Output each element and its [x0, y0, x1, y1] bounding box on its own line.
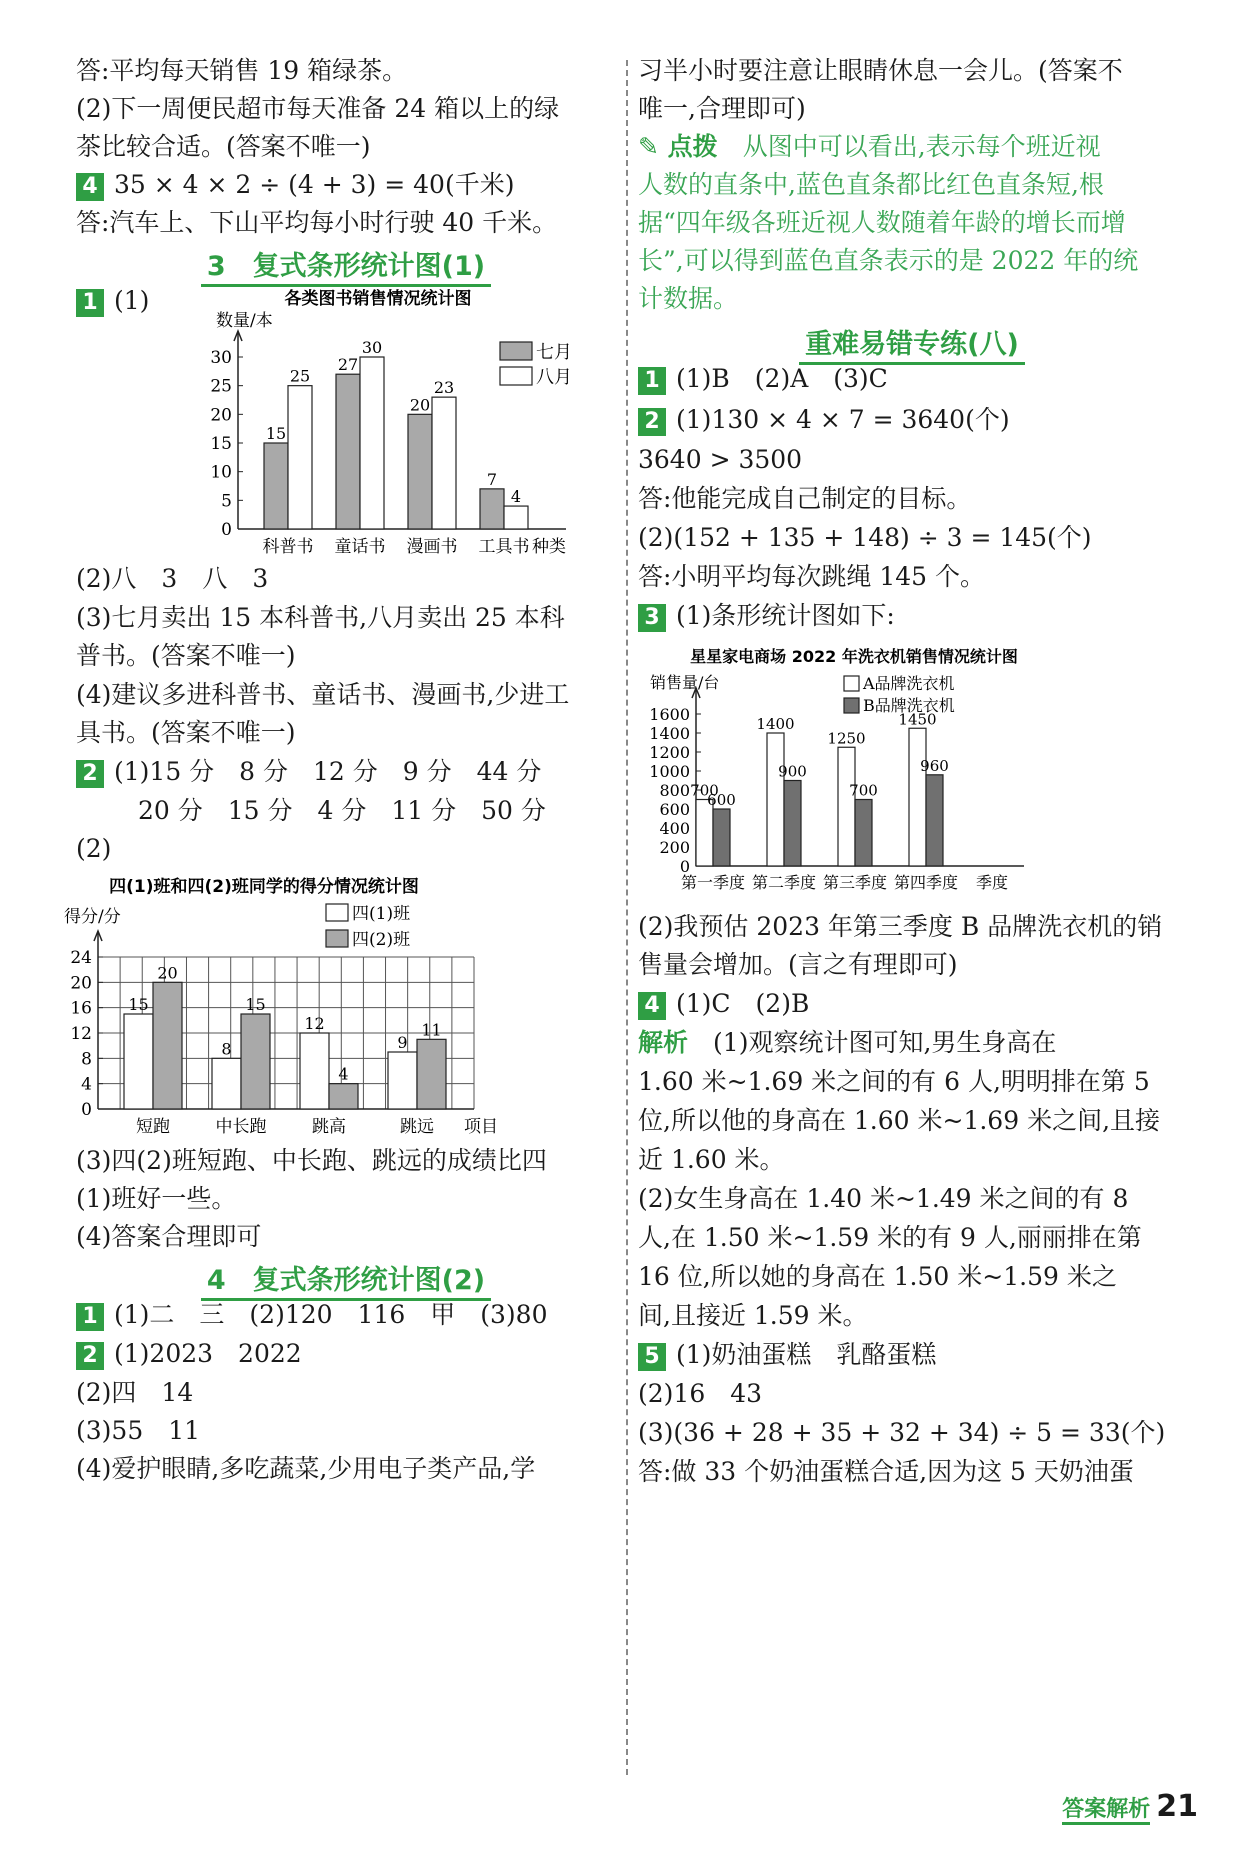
bar [336, 374, 360, 529]
analysis-label: 解析 [638, 1028, 689, 1057]
x-tick-label: 中长跑 [215, 1117, 267, 1137]
data-label: 15 [128, 995, 149, 1014]
y-tick-label: 4 [81, 1074, 92, 1095]
answer-line: 答:汽车上、下山平均每小时行驶 40 千米。 [76, 208, 558, 237]
y-axis-label: 数量/本 [216, 311, 273, 331]
bar [909, 728, 926, 866]
answer-line: 习半小时要注意让眼睛休息一会儿。(答案不 [638, 56, 1123, 85]
data-label: 30 [361, 338, 383, 357]
score-bar-chart [64, 868, 546, 1138]
answer-line: 唯一,合理即可) [638, 94, 806, 123]
bar [288, 386, 312, 529]
x-tick-label: 第一季度 [680, 873, 746, 892]
data-label: 9 [397, 1033, 408, 1052]
bar [241, 1014, 270, 1109]
data-label: 7 [486, 469, 498, 489]
data-label: 25 [289, 366, 311, 386]
legend-label: 四(2)班 [352, 930, 411, 950]
answer-line: 答:他能完成自己制定的目标。 [638, 484, 972, 513]
analysis-line: 1.60 米~1.69 米之间的有 6 人,明明排在第 5 [638, 1067, 1150, 1096]
x-tick-label: 童话书 [334, 537, 386, 557]
question-1 [76, 284, 149, 318]
y-tick-label: 0 [679, 857, 690, 876]
data-label: 15 [265, 424, 287, 443]
answer-line: 具书。(答案不唯一) [76, 718, 296, 747]
answer-line: (2)下一周便民超市每天准备 24 箱以上的绿 [76, 94, 560, 123]
question-number-badge: 3 [638, 604, 666, 632]
analysis-line: 近 1.60 米。 [638, 1145, 785, 1174]
x-tick-label: 科普书 [262, 537, 314, 557]
x-axis-label: 项目 [464, 1117, 498, 1137]
bar [784, 781, 801, 867]
bar [696, 800, 713, 867]
legend-swatch [500, 367, 532, 385]
y-tick-label: 15 [210, 434, 232, 454]
question-number-badge: 2 [638, 408, 666, 436]
answer-line: (1)班好一些。 [76, 1184, 237, 1213]
data-label: 960 [920, 756, 949, 775]
answer-text: (1)C (2)B [676, 989, 810, 1018]
x-tick-label: 短跑 [136, 1117, 170, 1137]
answer-text: 35 × 4 × 2 ÷ (4 + 3) = 40(千米) [114, 170, 515, 199]
answer-line: 普书。(答案不唯一) [76, 641, 296, 670]
y-axis-label: 得分/分 [64, 907, 121, 927]
answer-line: 售量会增加。(言之有理即可) [638, 950, 958, 979]
data-label: 11 [421, 1020, 442, 1040]
question-4 [76, 168, 514, 202]
y-tick-label: 1400 [649, 724, 690, 743]
x-tick-label: 工具书 [478, 537, 530, 557]
analysis-line: 间,且接近 1.59 米。 [638, 1301, 868, 1330]
data-label: 15 [245, 995, 266, 1014]
data-label: 23 [433, 378, 455, 398]
bar [432, 397, 456, 529]
legend-label: 八月 [536, 367, 572, 388]
answer-text: (1)15 分 8 分 12 分 9 分 44 分 [114, 757, 542, 786]
bar [212, 1058, 241, 1109]
question-number-badge: 5 [638, 1343, 666, 1371]
answer-text: (1) [114, 286, 150, 315]
x-tick-label: 第二季度 [751, 873, 817, 892]
bar [855, 800, 872, 867]
page-number: 21 [1156, 1789, 1198, 1824]
legend-label: A品牌洗衣机 [863, 674, 955, 693]
section-title: 重难易错专练(八) [638, 322, 1186, 361]
bar [329, 1084, 358, 1109]
bar [504, 506, 528, 529]
answer-text: (1)2023 2022 [114, 1339, 302, 1368]
tip-line: 计数据。 [638, 284, 739, 313]
lightbulb-icon: ✎ [638, 132, 659, 161]
x-tick-label: 第四季度 [893, 873, 959, 892]
bar [300, 1033, 329, 1109]
x-tick-label: 跳高 [312, 1117, 346, 1137]
y-tick-label: 400 [659, 819, 690, 838]
y-tick-label: 24 [70, 948, 92, 968]
y-tick-label: 800 [659, 781, 690, 800]
answer-line: (2)(152 + 135 + 148) ÷ 3 = 145(个) [638, 523, 1092, 552]
data-label: 4 [338, 1064, 349, 1084]
answer-line: 20 分 15 分 4 分 11 分 50 分 [138, 796, 546, 825]
data-label: 1400 [756, 715, 795, 733]
question-2 [638, 403, 1010, 437]
question-number-badge: 1 [76, 289, 104, 317]
x-tick-label: 漫画书 [406, 537, 458, 557]
answer-line: (4)爱护眼睛,多吃蔬菜,少用电子类产品,学 [76, 1454, 536, 1483]
question-2 [76, 755, 541, 789]
question-number-badge: 1 [76, 1303, 104, 1331]
data-label: 27 [337, 355, 359, 375]
question-number-badge: 2 [76, 760, 104, 788]
bar [713, 809, 730, 866]
answer-line: (2)16 43 [638, 1379, 763, 1408]
data-label: 900 [778, 762, 807, 781]
question-number-badge: 4 [76, 173, 104, 201]
answer-line: 答:小明平均每次跳绳 145 个。 [638, 562, 986, 591]
footer-label: 答案解析 [1062, 1797, 1150, 1825]
column-divider [626, 60, 628, 1775]
data-label: 1450 [898, 710, 937, 729]
page-footer [1062, 1789, 1198, 1824]
section-title: 4 复式条形统计图(2) [76, 1258, 616, 1297]
answer-line: (4)答案合理即可 [76, 1222, 262, 1251]
y-tick-label: 200 [659, 838, 690, 857]
answer-line: (3)(36 + 28 + 35 + 32 + 34) ÷ 5 = 33(个) [638, 1418, 1166, 1447]
bar [767, 733, 784, 866]
bar [124, 1014, 153, 1109]
y-tick-label: 30 [210, 348, 232, 368]
y-tick-label: 12 [70, 1024, 92, 1044]
answer-line: (2)四 14 [76, 1378, 194, 1407]
answer-line: (2)八 3 八 3 [76, 564, 269, 593]
bar [926, 775, 943, 866]
analysis-line: 人,在 1.50 米~1.59 米的有 9 人,丽丽排在第 [638, 1223, 1142, 1252]
x-tick-label: 第三季度 [822, 873, 888, 892]
legend-swatch [326, 930, 348, 947]
bar [264, 443, 288, 529]
legend-swatch [844, 676, 859, 691]
analysis-line: 解析 (1)观察统计图可知,男生身高在 [638, 1028, 1057, 1057]
book-sales-bar-chart [146, 282, 586, 560]
data-label: 8 [221, 1039, 232, 1059]
answer-text: (1)二 三 (2)120 116 甲 (3)80 [114, 1300, 548, 1329]
chart-title: 各类图书销售情况统计图 [284, 289, 472, 309]
legend-label: 七月 [536, 342, 572, 363]
question-2 [76, 1337, 302, 1371]
y-tick-label: 8 [81, 1049, 92, 1070]
answer-line: (3)四(2)班短跑、中长跑、跳远的成绩比四 [76, 1146, 547, 1175]
y-tick-label: 5 [221, 491, 232, 512]
tip-label: ✎ 点拨 [638, 132, 718, 161]
y-tick-label: 16 [70, 998, 92, 1019]
question-number-badge: 2 [76, 1342, 104, 1370]
answer-line: (2) [76, 834, 112, 863]
tip-line: 人数的直条中,蓝色直条都比红色直条短,根 [638, 170, 1104, 199]
data-label: 700 [690, 781, 719, 800]
bar [408, 414, 432, 529]
bar [388, 1052, 417, 1109]
data-label: 600 [707, 791, 736, 809]
legend-swatch [326, 904, 348, 921]
data-label: 20 [157, 963, 178, 983]
analysis-line: (2)女生身高在 1.40 米~1.49 米之间的有 8 [638, 1184, 1129, 1213]
y-tick-label: 10 [210, 462, 232, 483]
washing-machine-bar-chart [628, 640, 1038, 906]
bar [838, 747, 855, 866]
data-label: 1250 [827, 729, 866, 748]
answer-text: (1)奶油蛋糕 乳酪蛋糕 [676, 1340, 937, 1369]
answer-line: (4)建议多进科普书、童话书、漫画书,少进工 [76, 680, 570, 709]
y-tick-label: 20 [70, 973, 92, 994]
answer-line: 3640 > 3500 [638, 445, 803, 474]
answer-line: 答:做 33 个奶油蛋糕合适,因为这 5 天奶油蛋 [638, 1457, 1134, 1486]
legend-label: B品牌洗衣机 [863, 696, 955, 715]
y-tick-label: 25 [210, 376, 232, 397]
tip-line: 据“四年级各班近视人数随着年龄的增长而增 [638, 208, 1126, 237]
y-tick-label: 1600 [649, 705, 690, 724]
tip-line: 长”,可以得到蓝色直条表示的是 2022 年的统 [638, 246, 1139, 275]
question-number-badge: 1 [638, 367, 666, 395]
chart-title: 星星家电商场 2022 年洗衣机销售情况统计图 [690, 647, 1018, 666]
question-4 [638, 987, 809, 1021]
x-axis-label: 种类 [532, 537, 566, 557]
answer-line: (3)55 11 [76, 1416, 201, 1445]
bar [480, 489, 504, 529]
answer-text: (1)130 × 4 × 7 = 3640(个) [676, 405, 1010, 434]
question-3 [638, 599, 895, 633]
data-label: 4 [510, 487, 522, 507]
data-label: 12 [304, 1014, 325, 1033]
x-axis-label: 季度 [976, 873, 1009, 892]
section-title: 3 复式条形统计图(1) [76, 244, 616, 283]
y-tick-label: 0 [81, 1100, 92, 1120]
data-label: 700 [849, 781, 878, 800]
y-tick-label: 1200 [649, 743, 690, 762]
answer-line: (2)我预估 2023 年第三季度 B 品牌洗衣机的销 [638, 912, 1163, 941]
answer-text: (1)B (2)A (3)C [676, 364, 888, 393]
question-1 [76, 1298, 548, 1332]
y-axis-label: 销售量/台 [650, 673, 720, 692]
x-tick-label: 跳远 [400, 1117, 434, 1137]
answer-text: (1)条形统计图如下: [676, 601, 895, 630]
legend-swatch [844, 698, 859, 713]
y-tick-label: 0 [221, 520, 232, 540]
chart-title: 四(1)班和四(2)班同学的得分情况统计图 [109, 877, 419, 897]
question-5 [638, 1338, 936, 1372]
legend-swatch [500, 342, 532, 360]
y-tick-label: 600 [659, 800, 690, 819]
answer-line: 茶比较合适。(答案不唯一) [76, 132, 371, 161]
y-tick-label: 20 [210, 405, 232, 426]
question-number-badge: 4 [638, 992, 666, 1020]
legend-label: 四(1)班 [352, 904, 411, 924]
data-label: 20 [409, 395, 431, 415]
question-1 [638, 362, 888, 396]
y-tick-label: 1000 [649, 762, 690, 781]
analysis-line: 位,所以他的身高在 1.60 米~1.69 米之间,且接 [638, 1106, 1161, 1135]
tip-line: ✎ 点拨 从图中可以看出,表示每个班近视 [638, 132, 1101, 161]
answer-line: (3)七月卖出 15 本科普书,八月卖出 25 本科 [76, 603, 565, 632]
bar [153, 982, 182, 1109]
bar [360, 357, 384, 529]
bar [417, 1039, 446, 1109]
analysis-line: 16 位,所以她的身高在 1.50 米~1.59 米之 [638, 1262, 1117, 1291]
answer-line: 答:平均每天销售 19 箱绿茶。 [76, 56, 408, 85]
